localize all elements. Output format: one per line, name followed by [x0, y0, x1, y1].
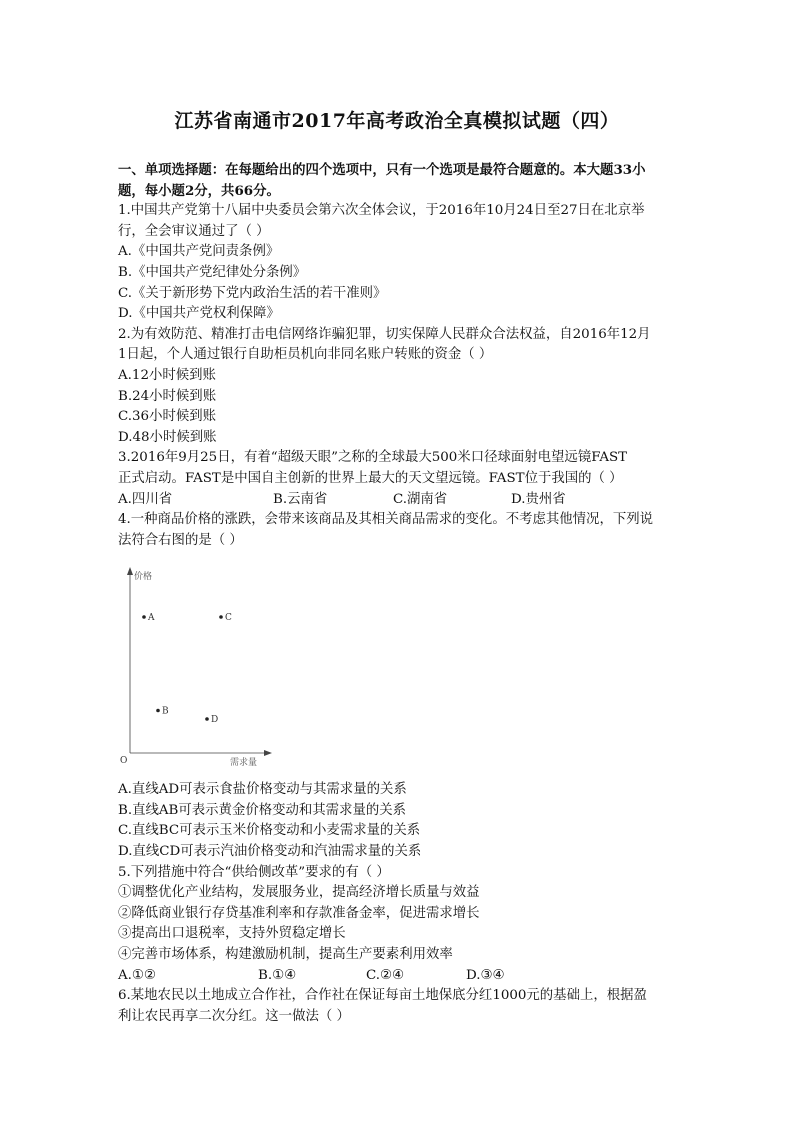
- exam-content: [118, 160, 678, 1027]
- point-c: [219, 615, 223, 619]
- q1-option-b: B.《中国共产党纪律处分条例》: [118, 264, 307, 280]
- point-label-c: C: [225, 613, 232, 624]
- q5-option-d: D.③④: [466, 967, 505, 983]
- q2-option-b: B.24小时候到账: [118, 388, 217, 404]
- q3-stem: 3.2016年9月25日，有着“超级天眼”之称的全球最大500米口径球面射电望远镜FAST: [118, 450, 628, 466]
- q2-option-d: D.48小时候到账: [118, 429, 217, 445]
- y-axis-arrow: [127, 567, 133, 575]
- q3-option-d: D.贵州省: [511, 491, 566, 507]
- q2-stem-cont: 1日起，个人通过银行自助柜员机向非同名账户转账的资金（ ）: [118, 347, 493, 363]
- point-d: [205, 717, 209, 721]
- q5-option-c: C.②④: [366, 967, 405, 983]
- q4-option-b: B.直线AB可表示黄金价格变动和其需求量的关系: [118, 802, 407, 818]
- q4-figure: [118, 563, 678, 768]
- page-title: 江苏省南通市2017年高考政治全真模拟试题（四）: [174, 110, 620, 132]
- q4-option-c: C.直线BC可表示玉米价格变动和小麦需求量的关系: [118, 823, 421, 839]
- point-a: [142, 615, 146, 619]
- graph-points: [142, 613, 232, 725]
- section-heading-cont: 题，每小题2分，共66分。: [118, 182, 280, 199]
- q3-option-c: C.湖南省: [393, 491, 448, 507]
- q5-option-b: B.①④: [258, 967, 297, 983]
- q4-stem-cont: 法符合右图的是（ ）: [118, 532, 243, 548]
- q4-option-a: A.直线AD可表示食盐价格变动与其需求量的关系: [118, 782, 407, 798]
- q6-stem: 6.某地农民以土地成立合作社，合作社在保证每亩土地保底分红1000元的基础上，根据盈: [118, 988, 647, 1004]
- point-label-d: D: [211, 715, 219, 726]
- q5-options: [118, 966, 678, 987]
- q1-option-c: C.《关于新形势下党内政治生活的若干准则》: [118, 285, 387, 301]
- q1-stem: 1.中国共产党第十八届中央委员会第六次全体会议，于2016年10月24日至27日在北京举: [118, 203, 645, 219]
- q3-stem-cont: 正式启动。FAST是中国自主创新的世界上最大的天文望远镜。FAST位于我国的（ ）: [118, 470, 623, 486]
- q5-item-2: ②降低商业银行存贷基准利率和存款准备金率，促进需求增长: [118, 905, 480, 921]
- q5-item-3: ③提高出口退税率，支持外贸稳定增长: [118, 926, 346, 942]
- x-axis-label: 需求量: [230, 758, 258, 769]
- q5-item-4: ④完善市场体系，构建激励机制，提高生产要素利用效率: [118, 947, 453, 963]
- q2-option-a: A.12小时候到账: [118, 367, 216, 383]
- q3-options: [118, 490, 678, 511]
- q5-item-1: ①调整优化产业结构，发展服务业，提高经济增长质量与效益: [118, 885, 480, 901]
- q1-option-a: A.《中国共产党问责条例》: [118, 244, 280, 260]
- q3-option-b: B.云南省: [273, 491, 328, 507]
- y-axis-label: 价格: [134, 572, 153, 583]
- q6-stem-cont: 利让农民再享二次分红。这一做法（ ）: [118, 1008, 350, 1024]
- q1-stem-cont: 行，全会审议通过了（ ）: [118, 223, 270, 239]
- q4-option-d: D.直线CD可表示汽油价格变动和汽油需求量的关系: [118, 844, 422, 860]
- q5-option-a: A.①②: [118, 967, 156, 983]
- q3-option-a: A.四川省: [118, 491, 173, 507]
- x-axis-arrow: [264, 750, 272, 756]
- price-demand-graph: [118, 563, 418, 768]
- q5-stem: 5.下列措施中符合“供给侧改革”要求的有（ ）: [118, 864, 390, 880]
- origin-label: O: [120, 756, 128, 767]
- q2-stem: 2.为有效防范、精准打击电信网络诈骗犯罪，切实保障人民群众合法权益，自2016年12月: [118, 326, 651, 342]
- q2-option-c: C.36小时候到账: [118, 409, 217, 425]
- section-heading: 一、单项选择题：在每题给出的四个选项中，只有一个选项是最符合题意的。本大题33小: [118, 162, 646, 178]
- point-b: [156, 709, 160, 713]
- q1-option-d: D.《中国共产党权利保障》: [118, 306, 280, 322]
- q4-stem: 4.一种商品价格的涨跌，会带来该商品及其相关商品需求的变化。不考虑其他情况，下列说: [118, 512, 654, 528]
- point-label-a: A: [148, 613, 155, 624]
- point-label-b: B: [162, 706, 169, 717]
